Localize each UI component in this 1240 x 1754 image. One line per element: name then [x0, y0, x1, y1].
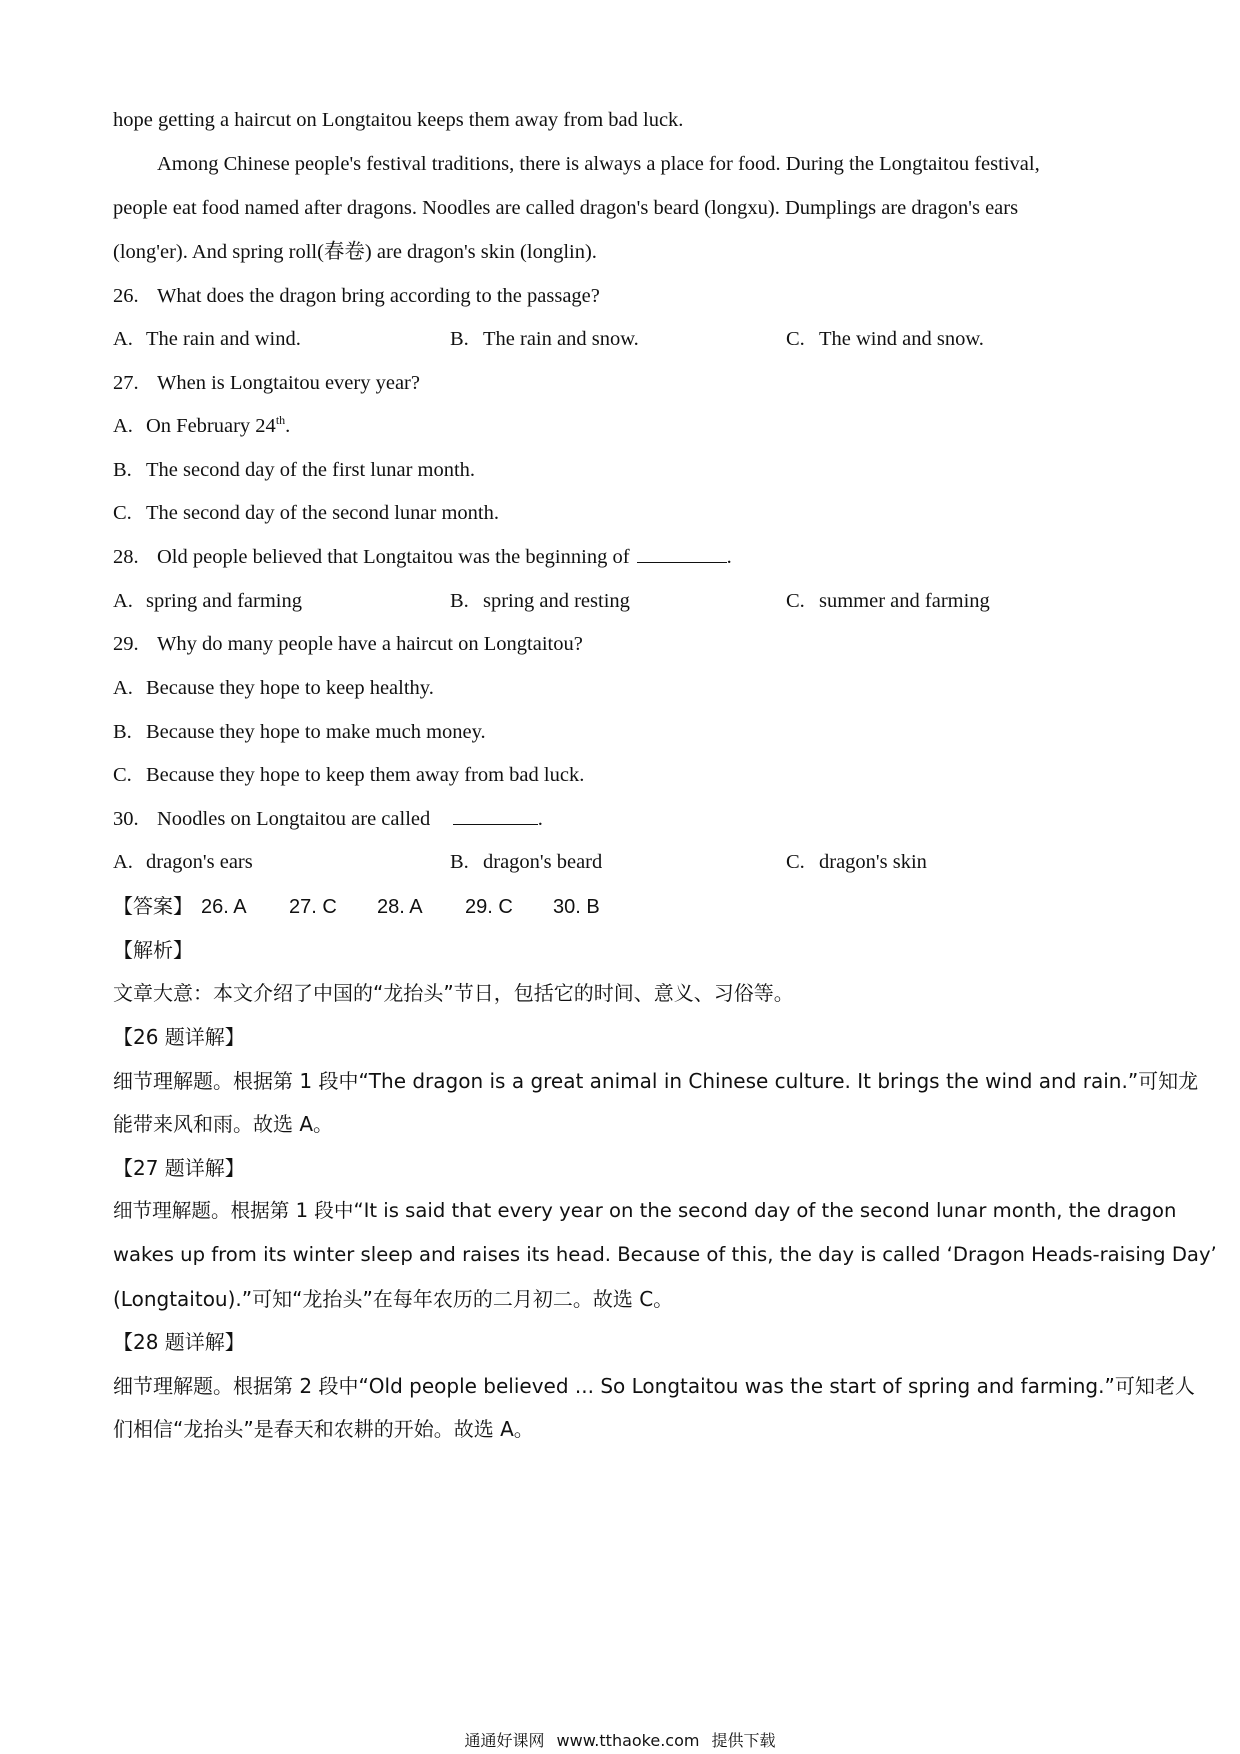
q30-option-c: C. dragon's skin	[786, 851, 927, 873]
q30-option-b: B. dragon's beard	[450, 851, 603, 873]
footer-url[interactable]: www.tthaoke.com	[556, 1731, 700, 1750]
analysis-label: 【解析】	[113, 938, 193, 962]
question-text: Old people believed that Longtaitou was the beginning of	[157, 546, 630, 568]
detail-26-line-1: 细节理解题。根据第 1 段中“The dragon is a great animal in Chinese culture. It brings the wind and rain.”可知龙	[113, 1069, 1199, 1093]
detail-28-line-1: 细节理解题。根据第 2 段中“Old people believed ... So Longtaitou was the start of spring and farming.”可知老人	[113, 1374, 1195, 1398]
question-28: 28. Old people believed that Longtaitou was the beginning of .	[113, 543, 1133, 571]
question-30: 30. Noodles on Longtaitou are called .	[113, 805, 1133, 833]
answer-label: 【答案】	[113, 894, 193, 918]
q27-option-b: B. The second day of the first lunar month.	[113, 459, 476, 481]
question-text: Why do many people have a haircut on Longtaitou?	[157, 633, 583, 655]
q27-option-a: A. On February 24th.	[113, 413, 291, 437]
q29-option-b: B. Because they hope to make much money.	[113, 721, 486, 743]
detail-27-line-1: 细节理解题。根据第 1 段中“It is said that every year on the second day of the second lunar month, the dragon	[113, 1199, 1177, 1222]
question-number: 29.	[113, 633, 139, 655]
question-number: 30.	[113, 808, 139, 830]
q28-option-a: A. spring and farming	[113, 590, 302, 612]
detail-27-title: 【27 题详解】	[113, 1156, 245, 1180]
question-number: 27.	[113, 372, 139, 394]
passage-line-3: people eat food named after dragons. Noodles are called dragon's beard (longxu). Dumplings are dragon's ears	[113, 197, 1019, 219]
question-number: 26.	[113, 285, 139, 307]
q27-option-c: C. The second day of the second lunar month.	[113, 502, 499, 524]
question-number: 28.	[113, 546, 139, 568]
detail-26-title: 【26 题详解】	[113, 1025, 245, 1049]
answer-blank	[637, 544, 727, 563]
detail-28-line-2: 们相信“龙抬头”是春天和农耕的开始。故选 A。	[113, 1417, 534, 1441]
passage-line-4: (long'er). And spring roll(春卷) are dragon's skin (longlin).	[113, 241, 597, 263]
analysis-summary: 文章大意：本文介绍了中国的“龙抬头”节日，包括它的时间、意义、习俗等。	[113, 981, 794, 1005]
question-29	[113, 630, 1133, 658]
q26-option-c: C. The wind and snow.	[786, 328, 984, 350]
detail-27-line-3: (Longtaitou).”可知“龙抬头”在每年农历的二月初二。故选 C。	[113, 1287, 674, 1311]
q28-option-b: B. spring and resting	[450, 590, 630, 612]
passage-line-1: hope getting a haircut on Longtaitou keeps them away from bad luck.	[113, 109, 684, 131]
q29-option-c: C. Because they hope to keep them away from bad luck.	[113, 764, 585, 786]
detail-28-title: 【28 题详解】	[113, 1330, 245, 1354]
footer-site-name: 通通好课网	[464, 1731, 545, 1750]
page-footer	[0, 1728, 1240, 1751]
q28-option-c: C. summer and farming	[786, 590, 990, 612]
question-27	[113, 369, 1133, 397]
q26-option-a: A. The rain and wind.	[113, 328, 301, 350]
question-text: Noodles on Longtaitou are called	[157, 808, 431, 830]
q29-option-a: A. Because they hope to keep healthy.	[113, 677, 434, 699]
answer-key	[113, 892, 641, 921]
question-text: What does the dragon bring according to the passage?	[157, 285, 600, 307]
detail-26-line-2: 能带来风和雨。故选 A。	[113, 1112, 334, 1136]
answer-blank	[453, 806, 538, 825]
question-text: When is Longtaitou every year?	[157, 372, 420, 394]
detail-27-line-2: wakes up from its winter sleep and raises its head. Because of this, the day is called ‘Dragon Heads-raising Day’	[113, 1243, 1217, 1266]
question-26	[113, 282, 1133, 310]
footer-note: 提供下载	[711, 1731, 776, 1750]
q30-option-a: A. dragon's ears	[113, 851, 253, 873]
passage-line-2: Among Chinese people's festival traditions, there is always a place for food. During the Longtaitou festival,	[157, 153, 1040, 175]
q26-option-b: B. The rain and snow.	[450, 328, 639, 350]
answer-values: 26. A 27. C 28. A 29. C 30. B	[201, 896, 600, 918]
